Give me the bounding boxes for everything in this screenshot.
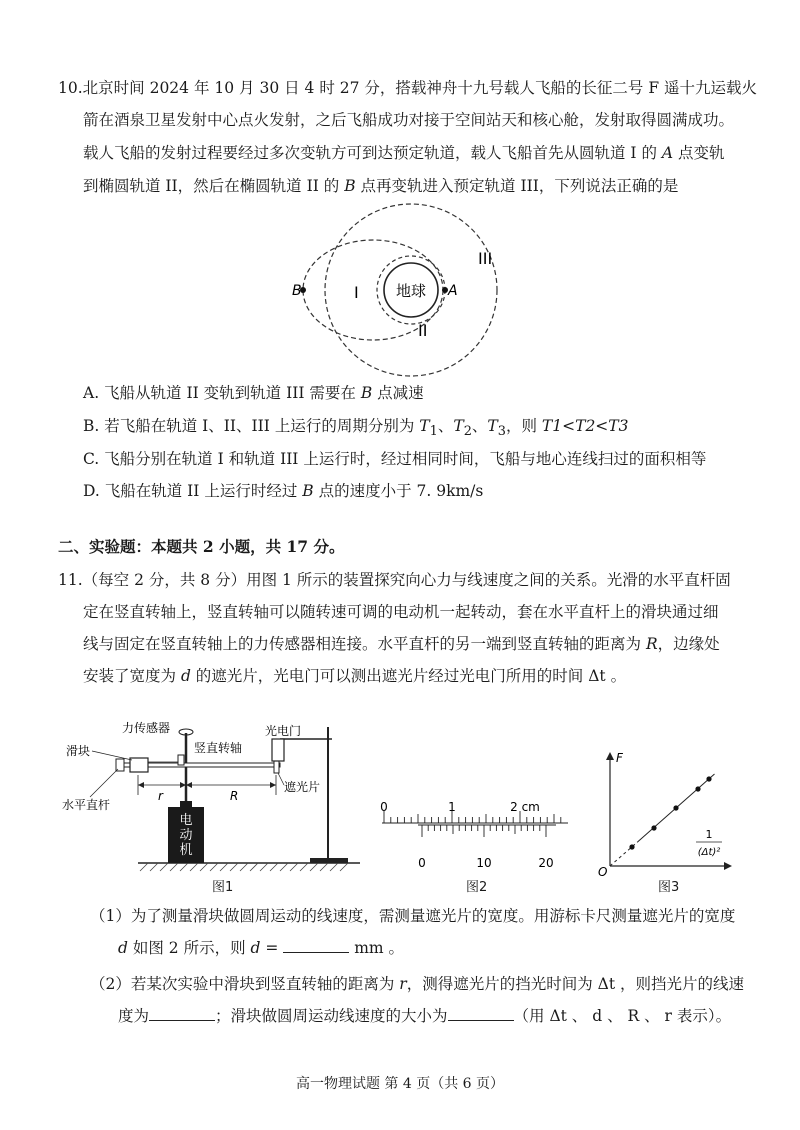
figure-1-caption: 图1 — [212, 880, 234, 895]
q10-line1 — [58, 78, 757, 98]
label-B: B — [292, 283, 302, 299]
label-sensor: 力传感器 — [122, 721, 171, 735]
label-A: A — [448, 283, 458, 299]
q11-text-3b: ，边缘处 — [657, 635, 720, 653]
sub2-text-2a: 度为 — [118, 1007, 150, 1025]
label-gate: 光电门 — [265, 724, 302, 738]
main-label-2: 2 cm — [510, 800, 540, 814]
sub1-d2: d — [250, 939, 261, 957]
q11-text-1: （每空 2 分，共 8 分）用图 1 所示的装置探究向心力与线速度之间的关系。光滑的水平直杆固 — [82, 571, 731, 589]
orbit-figure — [292, 208, 520, 378]
opt-b-T1: T — [419, 417, 430, 435]
q11-line1 — [58, 570, 731, 590]
answer-blank-1[interactable] — [283, 938, 349, 953]
main-label-1: 1 — [448, 800, 456, 814]
page-footer: 高一物理试题 第 4 页（共 6 页） — [295, 1076, 505, 1092]
sub2-text-1a: （2）若某次实验中滑块到竖直转轴的距离为 — [90, 975, 400, 993]
figure-3-chart — [596, 748, 736, 878]
q11-d: d — [180, 667, 191, 685]
figure-1-apparatus — [60, 715, 360, 875]
sub2-text-2b: ；滑块做圆周运动线速度的大小为 — [215, 1007, 448, 1025]
force-sensor — [178, 755, 184, 765]
label-slider: 滑块 — [66, 744, 91, 758]
q10-option-d[interactable] — [83, 481, 483, 501]
sub2-text-2c: （用 Δt 、 d 、 R 、 r 表示）。 — [513, 1007, 732, 1025]
q10-number: 10. — [58, 79, 83, 97]
section-2-heading: 二、实验题：本题共 2 小题，共 17 分。 — [58, 537, 345, 556]
q11-number: 11. — [58, 571, 83, 589]
photogate — [272, 739, 284, 761]
opt-b-sep2: 、 — [471, 417, 488, 435]
q10-line3 — [83, 143, 725, 163]
motor-label-2: 动 — [179, 828, 193, 843]
earth-label: 地球 — [395, 282, 427, 300]
q10-text-3a: 载人飞船的发射过程要经过多次变轨方可到达预定轨道，载人飞船首先从圆轨道 I 的 — [83, 144, 662, 162]
q10-point-B: B — [344, 177, 356, 195]
q11-sub1-line2 — [118, 938, 404, 958]
main-label-0: 0 — [380, 800, 388, 814]
q10-text-4b: 点再变轨进入预定轨道 III，下列说法正确的是 — [355, 177, 679, 195]
q10-option-c[interactable]: C. 飞船分别在轨道 I 和轨道 III 上运行时，经过相同时间，飞船与地心连线扫过的面积相等 — [83, 450, 707, 468]
q11-text-4b: 的遮光片，光电门可以测出遮光片经过光电门所用的时间 Δt 。 — [190, 667, 627, 685]
axis-F: F — [616, 751, 623, 765]
slider-block — [130, 758, 148, 772]
opt-b-T2: T — [453, 417, 464, 435]
q10-option-a[interactable] — [83, 383, 424, 403]
label-shade: 遮光片 — [284, 780, 321, 794]
q11-text-4a: 安装了宽度为 — [83, 667, 181, 685]
data-point — [651, 825, 656, 830]
data-point — [629, 844, 634, 849]
q11-text-3a: 线与固定在竖直转轴上的力传感器相连接。水平直杆的另一端到竖直转轴的距离为 — [83, 635, 646, 653]
x-label-den: (Δt)² — [697, 847, 721, 858]
vernier-label-20: 20 — [538, 856, 554, 870]
data-point — [695, 786, 700, 791]
x-label-num: 1 — [705, 828, 713, 841]
dim-R: R — [230, 789, 239, 803]
opt-b-compare: T1<T2<T3 — [541, 417, 629, 435]
label-axis: 竖直转轴 — [194, 741, 243, 755]
motor-label-1: 电 — [179, 813, 193, 828]
q10-line2: 箭在酒泉卫星发射中心点火发射，之后飞船成功对接于空间站天和核心舱，发射取得圆满成功。 — [83, 111, 735, 129]
opt-d-text-2: 点的速度小于 7. 9km/s — [313, 482, 484, 500]
figure-2-vernier — [380, 795, 570, 875]
q11-line3 — [83, 634, 720, 654]
dim-r: r — [158, 789, 163, 803]
opt-a-text-2: 点减速 — [372, 384, 424, 402]
q11-sub2-line1 — [90, 974, 744, 994]
figure-2-caption: 图2 — [466, 880, 488, 895]
q11-line4 — [83, 666, 626, 686]
ground-hatch — [140, 863, 348, 871]
q10-option-b[interactable] — [83, 416, 629, 442]
q11-line2: 定在竖直转轴上，竖直转轴可以随转速可调的电动机一起转动，套在水平直杆上的滑块通过细 — [83, 603, 719, 621]
sub2-text-1b: ，测得遮光片的挡光时间为 Δt ，则挡光片的线速 — [406, 975, 744, 993]
opt-b-T1-sub: 1 — [429, 424, 438, 440]
sub1-eq: = — [260, 939, 284, 957]
sub1-d: d — [118, 939, 128, 957]
vernier-ticks — [422, 825, 546, 837]
data-point — [706, 776, 711, 781]
q10-point-A: A — [661, 144, 674, 162]
q10-text-1: 北京时间 2024 年 10 月 30 日 4 时 27 分，搭载神舟十九号载人飞船的长征二号 F 遥十九运载火 — [82, 79, 758, 97]
opt-b-T3-sub: 3 — [497, 424, 506, 440]
figure-3-caption: 图3 — [658, 880, 680, 895]
q11-R: R — [645, 635, 658, 653]
sub1-text: 如图 2 所示，则 — [127, 939, 251, 957]
sub2-r: r — [399, 975, 407, 993]
opt-b-T3: T — [487, 417, 498, 435]
q11-sub1-line1: （1）为了测量滑块做圆周运动的线速度，需测量遮光片的宽度。用游标卡尺测量遮光片的宽度 — [90, 907, 736, 925]
opt-a-B: B — [360, 384, 373, 402]
vernier-label-0: 0 — [418, 856, 426, 870]
opt-b-mid: ，则 — [505, 417, 542, 435]
vernier-label-10: 10 — [476, 856, 492, 870]
q10-text-4a: 到椭圆轨道 II，然后在椭圆轨道 II 的 — [83, 177, 345, 195]
opt-b-text-1: B. 若飞船在轨道 I、II、III 上运行的周期分别为 — [83, 417, 420, 435]
label-rod: 水平直杆 — [62, 798, 111, 812]
motor-label-3: 机 — [179, 843, 193, 858]
sub1-unit: mm 。 — [349, 939, 405, 957]
opt-b-T2-sub: 2 — [463, 424, 472, 440]
q11-sub2-line2 — [118, 1006, 731, 1026]
q10-text-3b: 点变轨 — [673, 144, 725, 162]
data-point — [673, 805, 678, 810]
q10-line4 — [83, 176, 678, 196]
opt-a-text-1: A. 飞船从轨道 II 变轨到轨道 III 需要在 — [83, 384, 361, 402]
label-orbit-1: I — [354, 283, 359, 302]
label-orbit-2: II — [418, 321, 428, 340]
label-orbit-3: III — [478, 249, 493, 268]
origin-O: O — [598, 865, 608, 879]
opt-d-text-1: D. 飞船在轨道 II 上运行时经过 — [83, 482, 303, 500]
opt-d-B: B — [302, 482, 314, 500]
answer-blank-2[interactable] — [149, 1006, 215, 1021]
answer-blank-3[interactable] — [448, 1006, 514, 1021]
opt-b-sep1: 、 — [437, 417, 454, 435]
